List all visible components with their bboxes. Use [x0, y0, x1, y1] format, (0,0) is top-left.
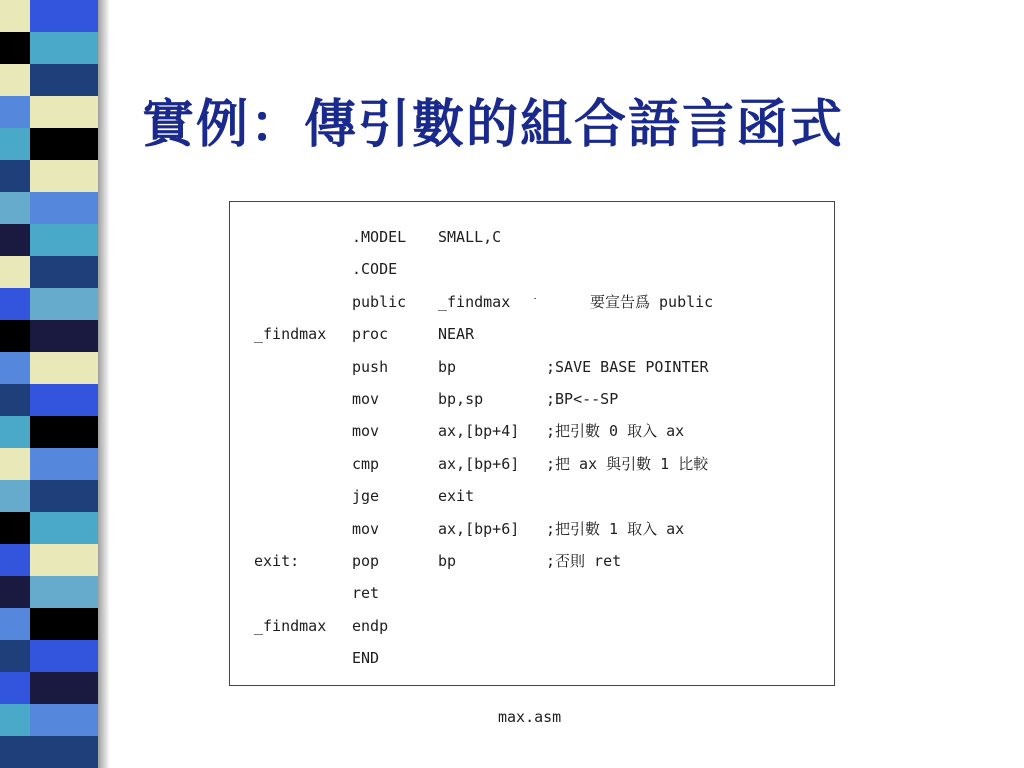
stripe-edge-block	[0, 640, 30, 672]
code-operand: bp	[438, 357, 457, 376]
figure-caption: max.asm	[498, 708, 562, 726]
code-opcode: pop	[352, 552, 380, 570]
stripe-edge-block	[0, 64, 30, 96]
code-line	[230, 415, 834, 447]
code-label: _findmax	[254, 616, 327, 635]
code-line	[230, 253, 834, 285]
slide-title: 實例：傳引數的組合語言函式	[142, 94, 845, 155]
code-opcode: END	[352, 649, 380, 668]
stripe-edge-block	[0, 384, 30, 416]
code-operand: _findmax	[438, 292, 511, 311]
code-opcode: jge	[352, 487, 380, 506]
stripe-edge-block	[0, 32, 30, 64]
stripe-block	[30, 224, 98, 256]
code-comment: ;把 ax 與引數 1 比較	[546, 454, 709, 473]
code-operand: exit	[438, 487, 475, 506]
code-annotation: 要宣告爲 public	[590, 292, 714, 311]
decorative-stripe	[0, 0, 110, 768]
stripe-block	[30, 416, 98, 448]
stripe-block	[30, 160, 98, 192]
arrow-left-icon	[526, 297, 582, 299]
stripe-block	[30, 320, 98, 352]
stripe-block	[30, 672, 98, 704]
stripe-block	[30, 480, 98, 512]
code-opcode: mov	[352, 519, 380, 538]
stripe-edge-block	[0, 704, 30, 736]
code-line	[230, 318, 834, 350]
stripe-block	[30, 544, 98, 576]
stripe-edge-block	[0, 96, 30, 128]
code-opcode: proc	[352, 325, 389, 344]
stripe-edge-block	[0, 576, 30, 608]
code-line	[230, 286, 834, 318]
stripe-block	[30, 576, 98, 608]
code-line	[230, 221, 834, 253]
stripe-edge-block	[0, 160, 30, 192]
stripe-edge-block	[0, 352, 30, 384]
stripe-edge-block	[0, 0, 30, 32]
code-opcode: .CODE	[352, 260, 398, 279]
stripe-block	[30, 704, 98, 736]
stripe-edge-block	[0, 192, 30, 224]
code-opcode: endp	[352, 616, 389, 635]
code-line	[230, 577, 834, 609]
stripe-block	[30, 64, 98, 96]
stripe-shadow	[98, 0, 110, 768]
code-opcode: public	[352, 292, 407, 311]
stripe-block	[30, 736, 98, 768]
stripe-edge-block	[0, 224, 30, 256]
stripe-edge-block	[0, 416, 30, 448]
code-operand: bp	[438, 552, 457, 570]
stripe-edge-block	[0, 608, 30, 640]
stripe-block	[30, 448, 98, 480]
code-comment: ;把引數 0 取入 ax	[546, 422, 685, 441]
code-line	[230, 545, 834, 577]
code-operand: ax,[bp+6]	[438, 454, 520, 473]
stripe-edge-block	[0, 736, 30, 768]
stripe-edge-block	[0, 480, 30, 512]
code-opcode: cmp	[352, 454, 380, 473]
code-opcode: mov	[352, 422, 380, 441]
stripe-block	[30, 96, 98, 128]
code-operand: ax,[bp+4]	[438, 422, 520, 441]
code-operand: NEAR	[438, 325, 475, 344]
code-label: _findmax	[254, 325, 327, 344]
code-comment: ;BP<--SP	[546, 390, 619, 408]
code-operand: ax,[bp+6]	[438, 519, 520, 538]
stripe-block	[30, 608, 98, 640]
stripe-edge-block	[0, 288, 30, 320]
code-line	[230, 480, 834, 512]
code-line	[230, 351, 834, 383]
code-comment: ;SAVE BASE POINTER	[546, 357, 709, 376]
code-figure	[229, 201, 835, 686]
code-label: exit:	[254, 552, 300, 570]
stripe-block	[30, 32, 98, 64]
stripe-edge-block	[0, 544, 30, 576]
code-comment: ;否則 ret	[546, 552, 622, 570]
stripe-block	[30, 192, 98, 224]
stripe-block	[30, 288, 98, 320]
stripe-edge-block	[0, 672, 30, 704]
code-operand: SMALL,C	[438, 228, 502, 246]
stripe-block	[30, 128, 98, 160]
stripe-edge-block	[0, 448, 30, 480]
code-line	[230, 642, 834, 674]
code-line	[230, 448, 834, 480]
stripe-block	[30, 352, 98, 384]
stripe-block	[30, 640, 98, 672]
stripe-edge-block	[0, 512, 30, 544]
stripe-block	[30, 512, 98, 544]
stripe-block	[30, 384, 98, 416]
code-opcode: .MODEL	[352, 228, 407, 246]
code-operand: bp,sp	[438, 390, 484, 408]
code-line	[230, 513, 834, 545]
code-opcode: mov	[352, 390, 380, 408]
stripe-block	[30, 256, 98, 288]
stripe-edge-block	[0, 128, 30, 160]
stripe-block	[30, 0, 98, 32]
stripe-edge-block	[0, 256, 30, 288]
code-line	[230, 610, 834, 642]
code-opcode: push	[352, 357, 389, 376]
code-comment: ;把引數 1 取入 ax	[546, 519, 685, 538]
code-line	[230, 383, 834, 415]
stripe-edge-block	[0, 320, 30, 352]
code-opcode: ret	[352, 584, 380, 603]
